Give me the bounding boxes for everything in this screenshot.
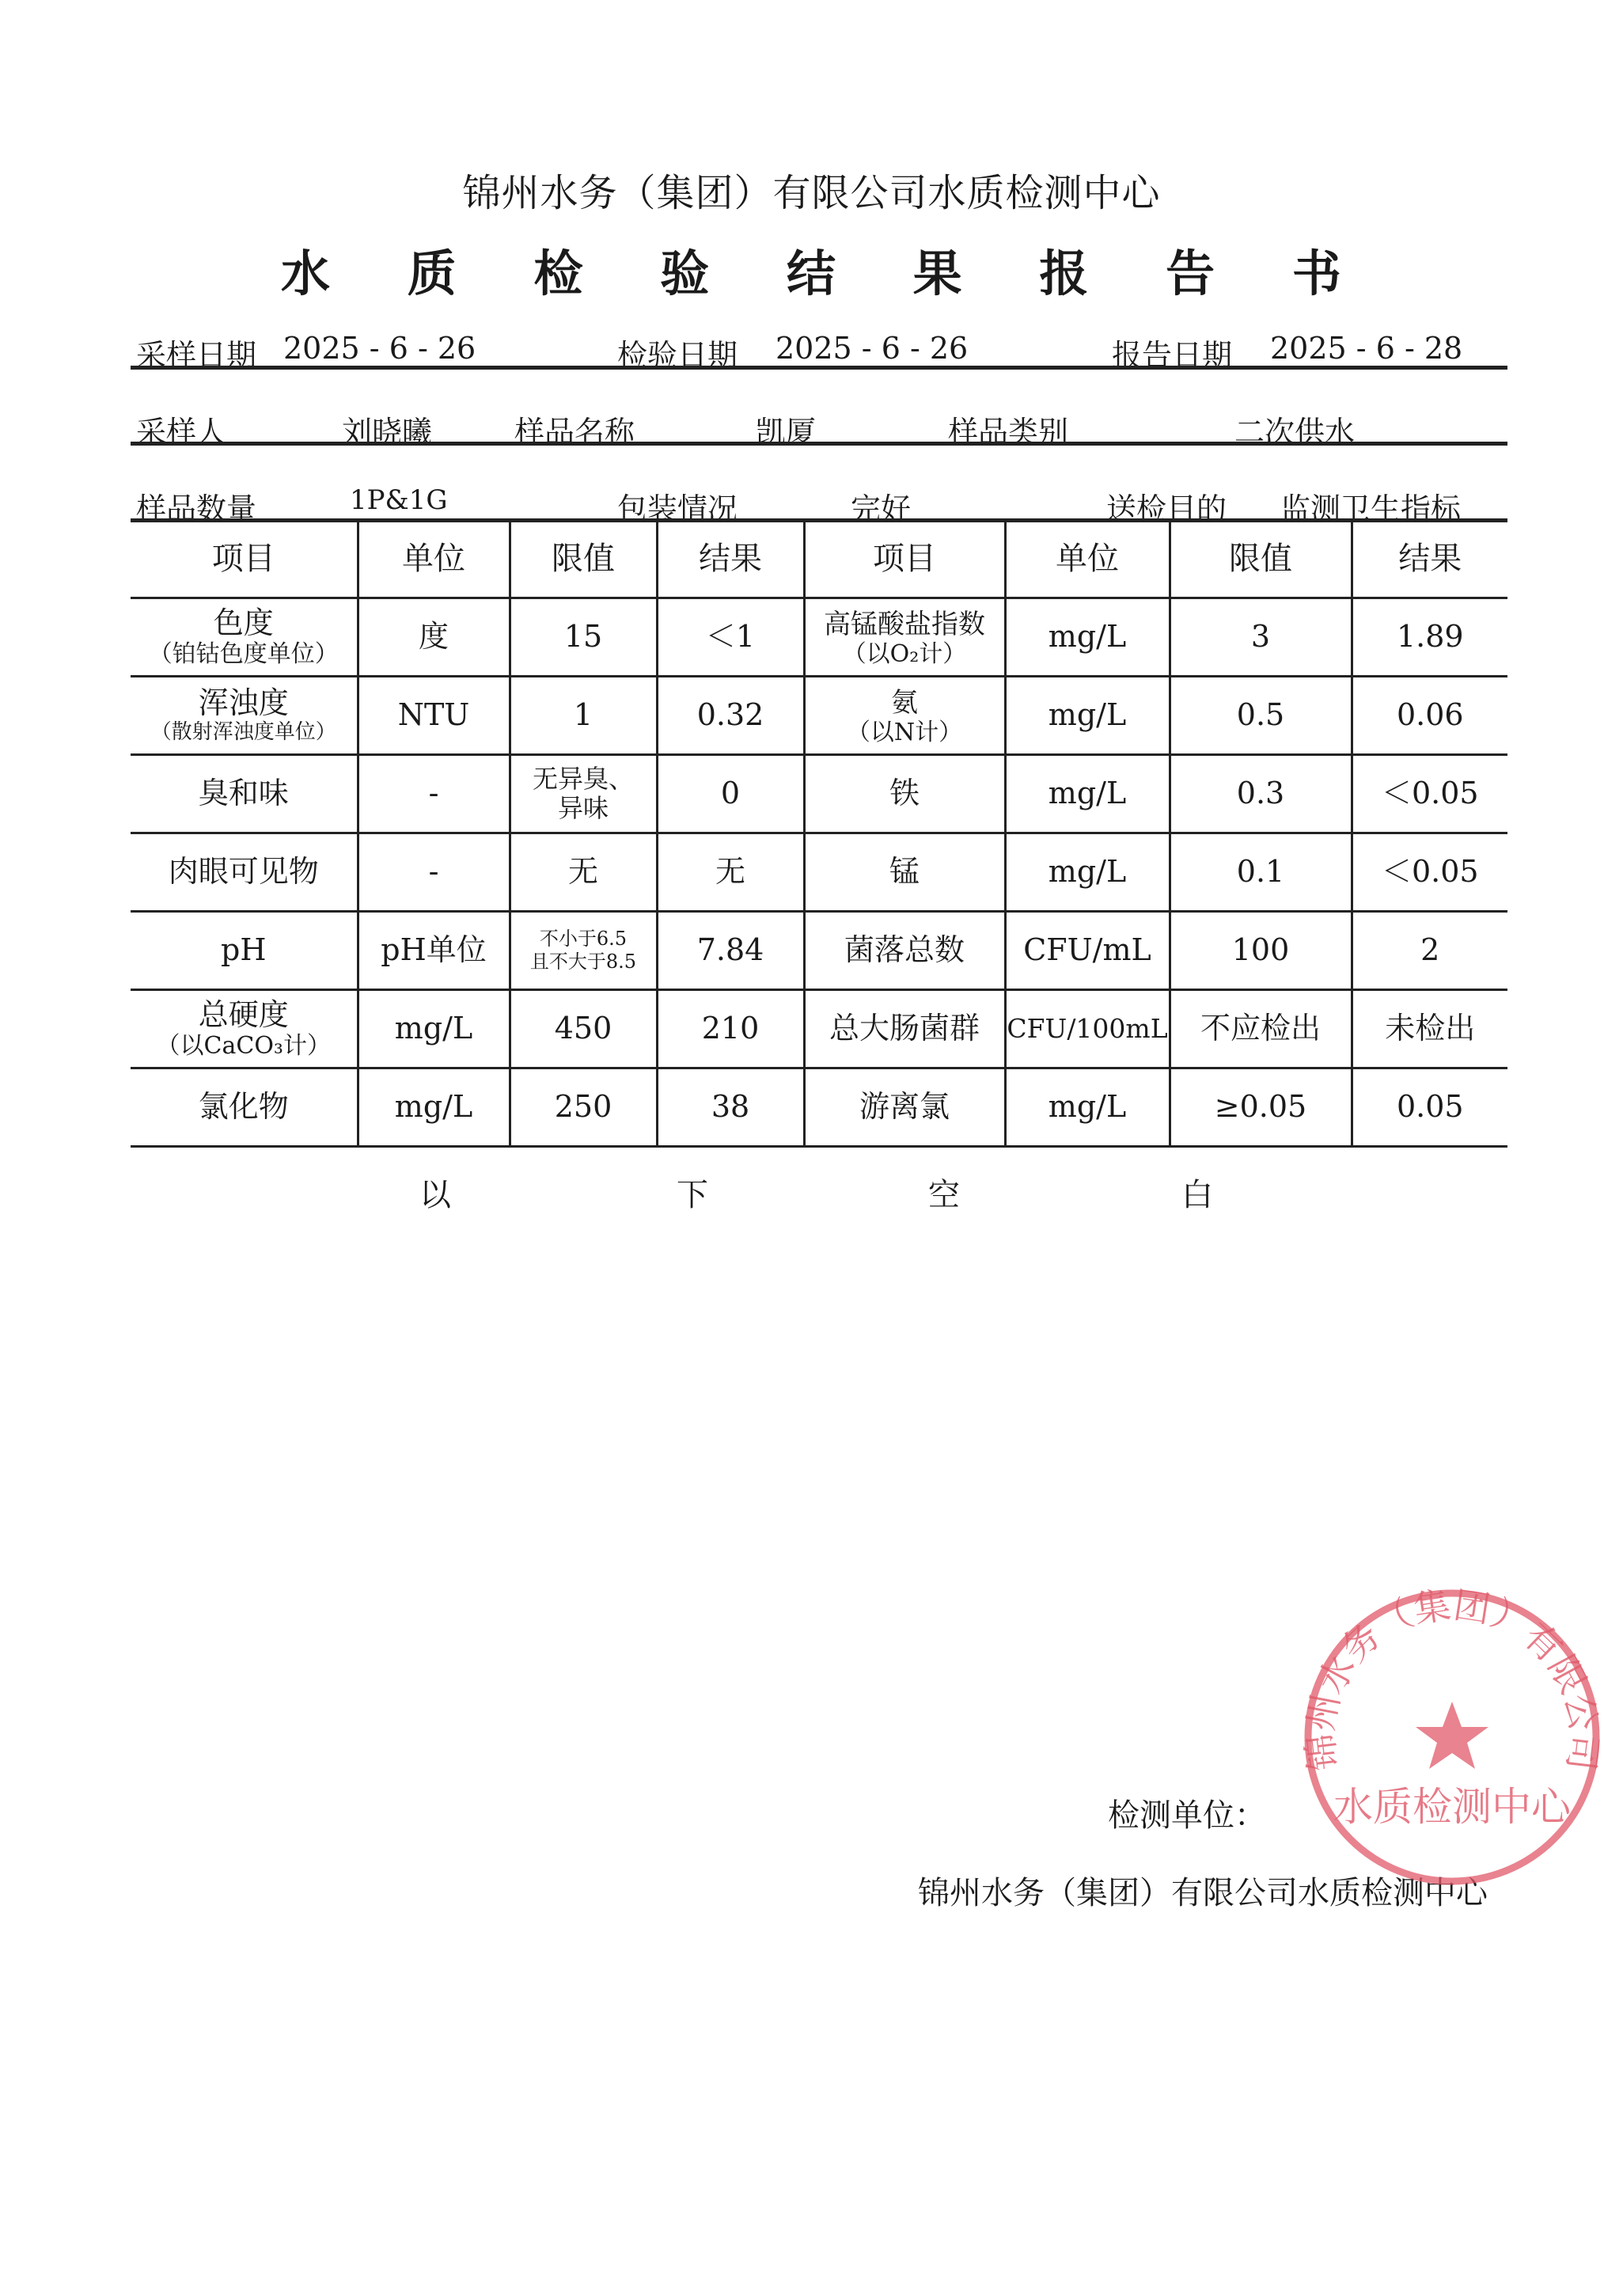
table-header-row	[131, 521, 1507, 598]
organization-title: 锦州水务（集团）有限公司水质检测中心	[462, 171, 1161, 215]
unit-cell: mg/L	[1005, 833, 1170, 912]
limit-cell: 0.1	[1170, 833, 1352, 912]
limit-cell: 15	[510, 598, 657, 677]
result-cell: 1.89	[1352, 598, 1507, 677]
sampling-date-label: 采样日期	[136, 338, 257, 373]
sampler-label: 采样人	[136, 415, 227, 450]
sample-name-value: 凯厦	[756, 415, 817, 450]
test-date: 2025 - 6 - 26	[775, 331, 969, 366]
limit-cell: 不小于6.5 且不大于8.5	[510, 912, 657, 990]
item-cell: 臭和味	[131, 755, 358, 833]
result-cell: 0.32	[657, 677, 804, 755]
limit-cell: 无	[510, 833, 657, 912]
blank-marker-char: 空	[928, 1177, 960, 1213]
limit-cell: 1	[510, 677, 657, 755]
table-row	[131, 1068, 1507, 1147]
table-row	[131, 833, 1507, 912]
item-cell: 锰	[804, 833, 1005, 912]
report-date: 2025 - 6 - 28	[1270, 331, 1463, 366]
header-cell: 项目	[804, 521, 1005, 598]
blank-marker-char: 以	[419, 1177, 451, 1213]
table-row	[131, 677, 1507, 755]
limit-cell: 450	[510, 990, 657, 1068]
result-cell: 210	[657, 990, 804, 1068]
limit-cell: 3	[1170, 598, 1352, 677]
item-cell: 肉眼可见物	[131, 833, 358, 912]
header-cell: 单位	[1005, 521, 1170, 598]
unit-cell: -	[358, 755, 510, 833]
unit-cell: NTU	[358, 677, 510, 755]
table-row	[131, 990, 1507, 1068]
result-cell: 0.06	[1352, 677, 1507, 755]
item-cell: 铁	[804, 755, 1005, 833]
packaging-label: 包装情况	[617, 491, 738, 526]
limit-cell: 不应检出	[1170, 990, 1352, 1068]
result-cell: ＜1	[657, 598, 804, 677]
stamp-center-text: 水质检测中心	[1333, 1784, 1571, 1830]
unit-cell: mg/L	[1005, 755, 1170, 833]
purpose-value: 监测卫生指标	[1280, 491, 1462, 526]
title-char: 果	[912, 245, 962, 302]
report-title	[281, 234, 1341, 306]
limit-cell: 0.3	[1170, 755, 1352, 833]
unit-cell: pH单位	[358, 912, 510, 990]
sampler-value: 刘晓曦	[342, 415, 433, 450]
blank-marker-char: 下	[677, 1177, 708, 1213]
sample-type-value: 二次供水	[1234, 415, 1356, 450]
divider-line	[131, 366, 1507, 370]
title-char: 书	[1291, 245, 1341, 302]
table-row	[131, 598, 1507, 677]
blank-marker-char: 白	[1181, 1177, 1213, 1213]
title-char: 检	[533, 245, 583, 302]
sample-qty-label: 样品数量	[136, 491, 257, 526]
unit-cell: mg/L	[358, 1068, 510, 1147]
testing-unit-name: 锦州水务（集团）有限公司水质检测中心	[918, 1875, 1488, 1911]
header-cell: 结果	[1352, 521, 1507, 598]
title-char: 水	[281, 245, 331, 302]
item-cell: 菌落总数	[804, 912, 1005, 990]
header-cell: 限值	[1170, 521, 1352, 598]
testing-unit-label: 检测单位：	[1108, 1797, 1266, 1834]
item-cell: 游离氯	[804, 1068, 1005, 1147]
packaging-value: 完好	[851, 491, 912, 526]
table-row	[131, 755, 1507, 833]
header-cell: 结果	[657, 521, 804, 598]
sample-name-label: 样品名称	[514, 415, 635, 450]
official-seal-stamp	[1298, 1583, 1606, 1892]
unit-cell: -	[358, 833, 510, 912]
item-cell: 总大肠菌群	[804, 990, 1005, 1068]
title-char: 报	[1039, 245, 1089, 302]
unit-cell: mg/L	[1005, 677, 1170, 755]
title-char: 质	[407, 245, 457, 302]
limit-cell: 0.5	[1170, 677, 1352, 755]
result-cell: 2	[1352, 912, 1507, 990]
limit-cell: 100	[1170, 912, 1352, 990]
item-cell: pH	[131, 912, 358, 990]
report-date-label: 报告日期	[1112, 338, 1233, 373]
result-cell: ＜0.05	[1352, 755, 1507, 833]
item-cell: 高锰酸盐指数 （以O₂计）	[804, 598, 1005, 677]
sample-type-label: 样品类别	[948, 415, 1069, 450]
title-char: 结	[786, 245, 836, 302]
result-cell: ＜0.05	[1352, 833, 1507, 912]
results-table	[131, 521, 1507, 1148]
item-cell: 氯化物	[131, 1068, 358, 1147]
stamp-ring-text: 锦州水务（集团）有限公司	[1298, 1583, 1606, 1774]
unit-cell: 度	[358, 598, 510, 677]
divider-line	[131, 442, 1507, 446]
sampling-date: 2025 - 6 - 26	[283, 331, 476, 366]
unit-cell: mg/L	[1005, 598, 1170, 677]
item-cell: 总硬度 （以CaCO₃计）	[131, 990, 358, 1068]
result-cell: 38	[657, 1068, 804, 1147]
result-cell: 未检出	[1352, 990, 1507, 1068]
star-icon	[1416, 1702, 1488, 1769]
test-date-label: 检验日期	[617, 338, 738, 373]
limit-cell: 250	[510, 1068, 657, 1147]
result-cell: 0.05	[1352, 1068, 1507, 1147]
unit-cell: CFU/100mL	[1005, 990, 1170, 1068]
unit-cell: mg/L	[358, 990, 510, 1068]
unit-cell: CFU/mL	[1005, 912, 1170, 990]
limit-cell: ≥0.05	[1170, 1068, 1352, 1147]
header-cell: 单位	[358, 521, 510, 598]
result-cell: 0	[657, 755, 804, 833]
result-cell: 无	[657, 833, 804, 912]
item-cell: 浑浊度 （散射浑浊度单位）	[131, 677, 358, 755]
title-char: 告	[1166, 245, 1215, 302]
header-cell: 限值	[510, 521, 657, 598]
result-cell: 7.84	[657, 912, 804, 990]
purpose-label: 送检目的	[1106, 491, 1227, 526]
item-cell: 氨 （以N计）	[804, 677, 1005, 755]
sample-qty-value: 1P&1G	[350, 484, 448, 516]
title-char: 验	[660, 245, 710, 302]
limit-cell: 无异臭、异味	[510, 755, 657, 833]
unit-cell: mg/L	[1005, 1068, 1170, 1147]
header-cell: 项目	[131, 521, 358, 598]
item-cell: 色度 （铂钴色度单位）	[131, 598, 358, 677]
table-row	[131, 912, 1507, 990]
